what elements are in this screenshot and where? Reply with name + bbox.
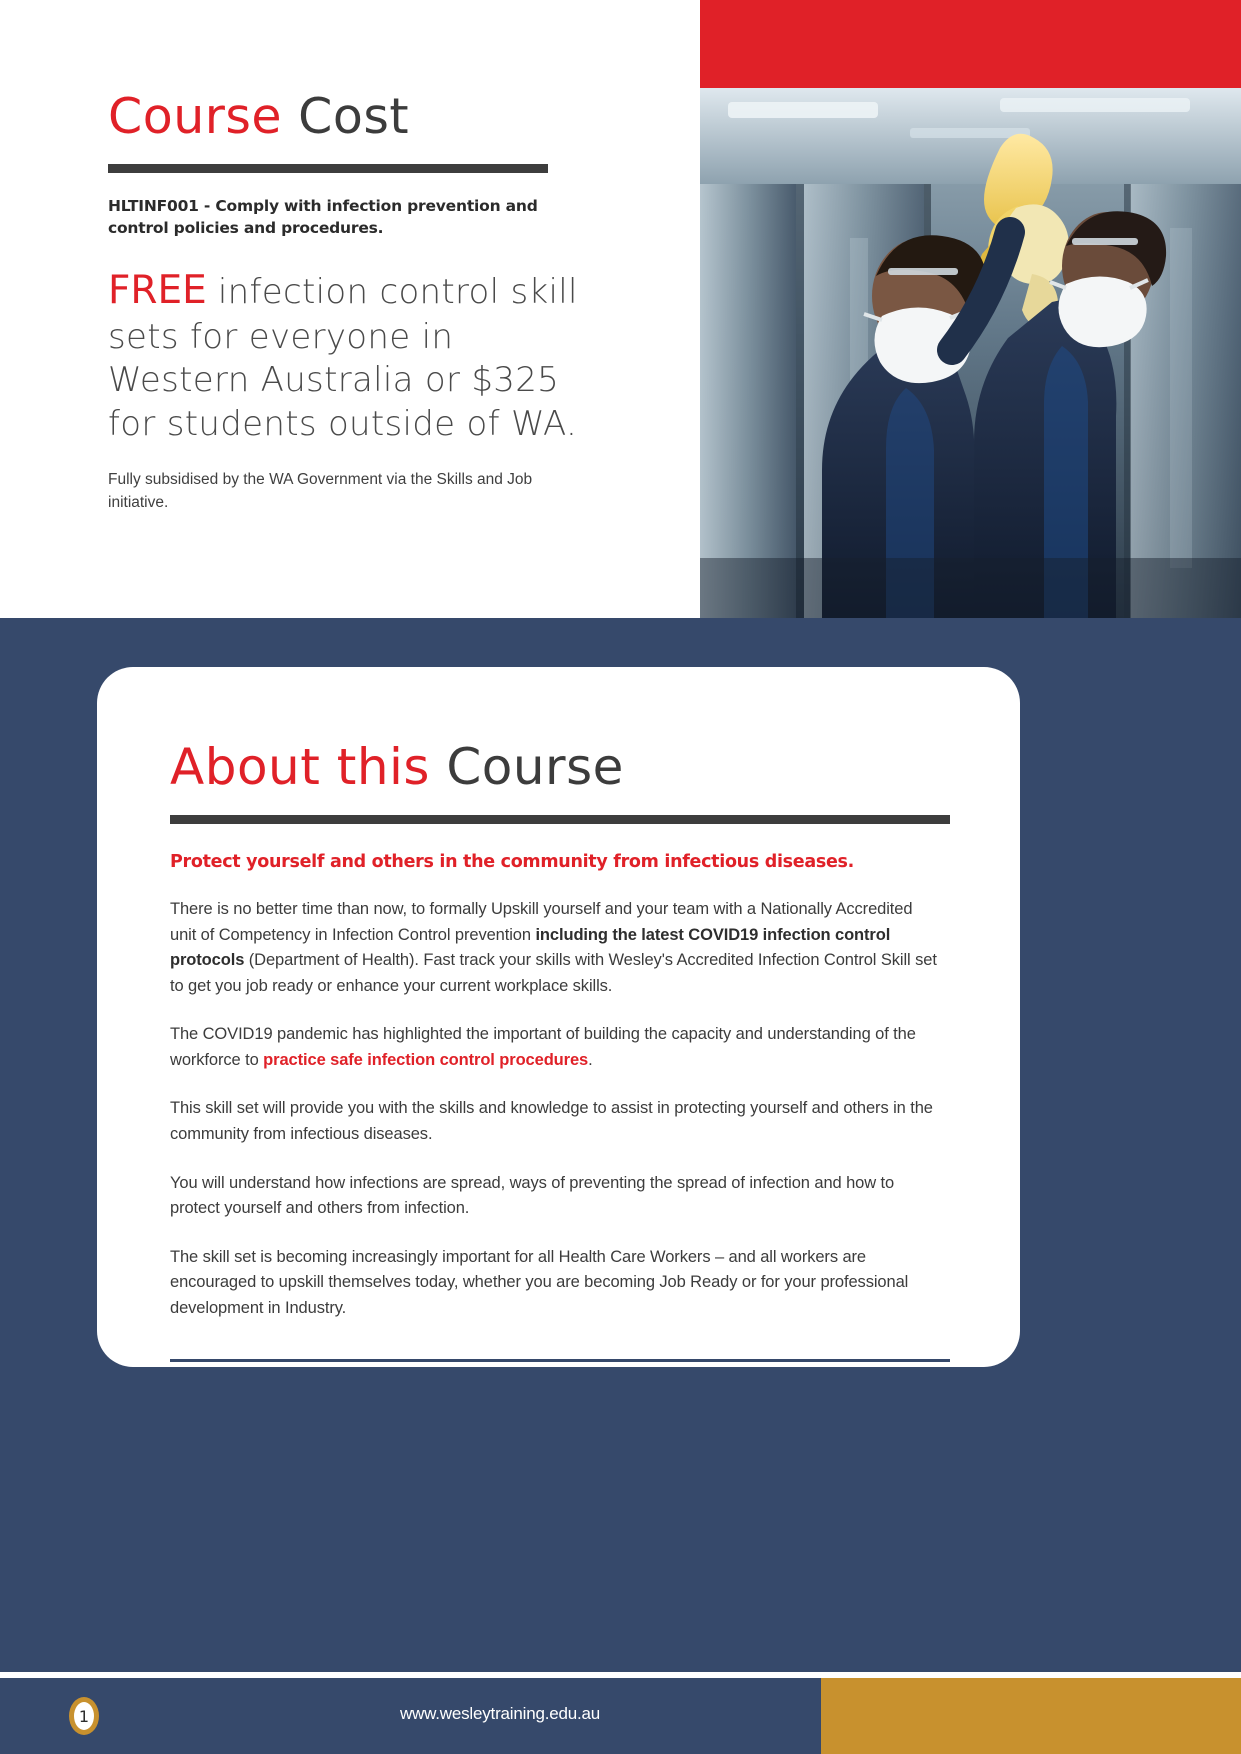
- page-title: [108, 88, 608, 147]
- red-accent-band: [700, 0, 1241, 88]
- about-paragraph: [170, 1245, 940, 1322]
- emphasis-text: including the latest COVID19 infection control protocols: [170, 925, 891, 970]
- paragraph-text: (Department of Health). Fast track your skills with Wesley's Accredited Infection Control Skill set to get you job ready or enhance your current workplace skills.: [170, 951, 937, 995]
- about-title-divider: [170, 815, 950, 824]
- price-detail: infection control skill sets for everyone in Western Australia or $325 for students outside of WA.: [108, 271, 578, 444]
- paragraph-text: You will understand how infections are spread, ways of preventing the spread of infection and how to protect yourself and others from infection.: [170, 1173, 895, 1218]
- about-paragraph: [170, 1171, 940, 1222]
- page-title-highlight: Course: [108, 88, 283, 145]
- paragraph-text: There is no better time than now, to formally Upskill yourself and your team with a Nationally Accredited unit of Competency in Infection Control prevention: [170, 900, 913, 944]
- title-divider: [108, 164, 548, 173]
- about-bottom-divider: [170, 1359, 950, 1362]
- course-code: HLTINF001 - Comply with infection prevention and control policies and procedures.: [108, 196, 538, 238]
- course-cost-block: [108, 88, 608, 515]
- subsidy-note: Fully subsidised by the WA Government via the Skills and Job initiative.: [108, 471, 533, 512]
- photo-artwork: [700, 88, 1241, 618]
- paragraph-text: This skill set will provide you with the skills and knowledge to assist in protecting yourself and others in the community from infectious diseases.: [170, 1099, 933, 1143]
- about-paragraph: [170, 1096, 940, 1147]
- about-lede: Protect yourself and others in the community from infectious diseases.: [170, 851, 855, 872]
- page-title-rest: Cost: [282, 88, 410, 145]
- highlight-text: practice safe infection control procedures: [263, 1050, 589, 1069]
- about-paragraph-list: [170, 897, 950, 1321]
- page-number-badge: 1: [69, 1697, 99, 1735]
- about-title-rest: Course: [429, 738, 624, 796]
- footer-website-url[interactable]: www.wesleytraining.edu.au: [399, 1704, 601, 1723]
- lift-cleaning-photo: [700, 88, 1241, 618]
- about-paragraph: [170, 897, 940, 999]
- price-free-label: FREE: [108, 267, 207, 313]
- about-title: [170, 739, 950, 797]
- about-title-highlight: About this: [170, 738, 430, 796]
- about-paragraph: [170, 1022, 940, 1073]
- about-course-content: [97, 667, 1020, 1362]
- paragraph-text: The COVID19 pandemic has highlighted the important of building the capacity and understanding of the workforce to: [170, 1025, 916, 1069]
- paragraph-text: .: [588, 1050, 593, 1069]
- about-course-card: [97, 667, 1020, 1367]
- footer-gold-block: [821, 1678, 1241, 1754]
- price-statement: [108, 266, 578, 446]
- paragraph-text: The skill set is becoming increasingly important for all Health Care Workers – and all workers are encouraged to upskill themselves today, whether you are becoming Job Ready or for your professional development in Industry.: [170, 1247, 909, 1317]
